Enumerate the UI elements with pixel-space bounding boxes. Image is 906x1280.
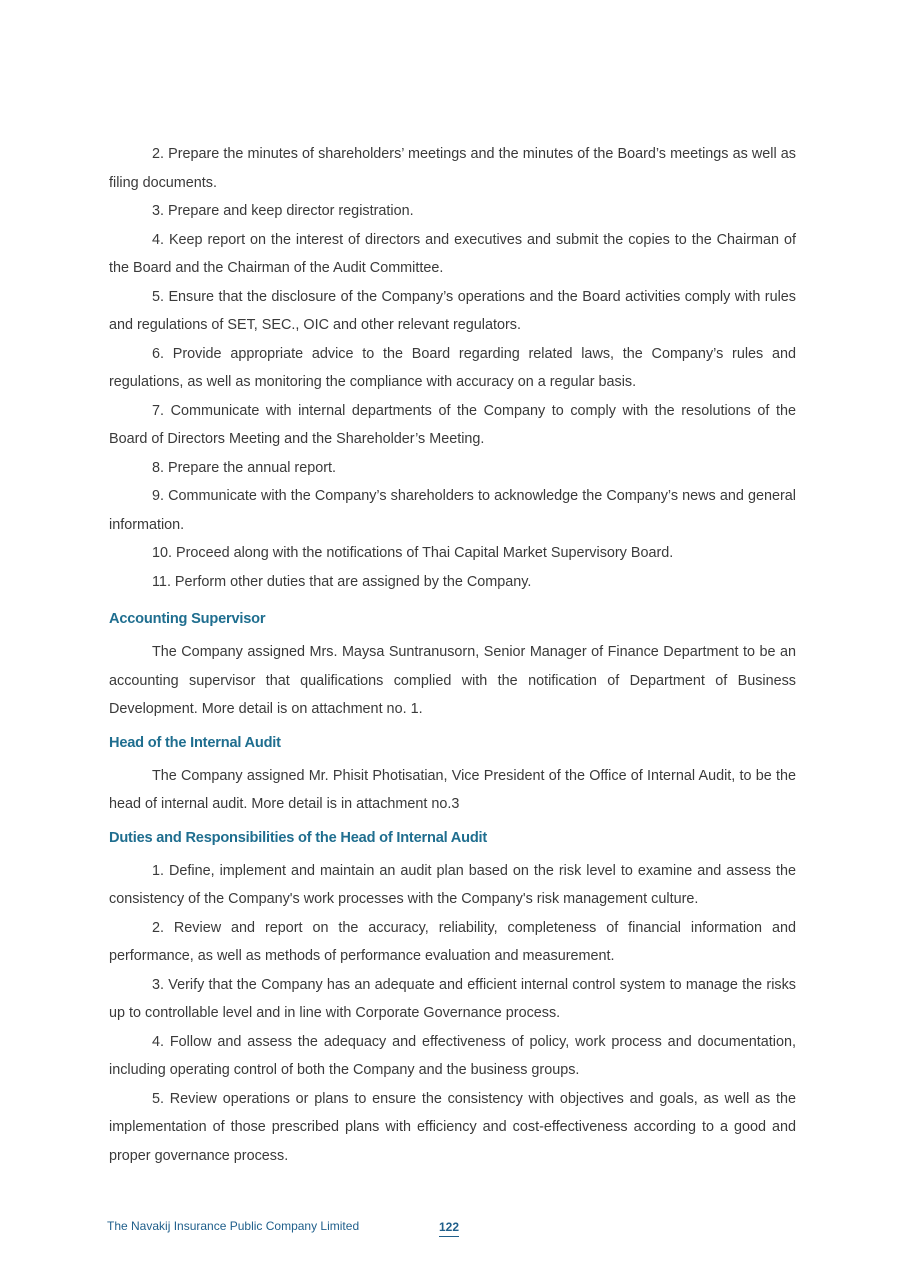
list-item: 11. Perform other duties that are assigned by the Company. xyxy=(152,573,532,590)
list-item: 10. Proceed along with the notifications of Thai Capital Market Supervisory Board. xyxy=(152,545,674,561)
footer-company-name: The Navakij Insurance Public Company Limited xyxy=(107,1219,360,1233)
secretary-duties-list xyxy=(109,140,796,596)
list-item: 5. Review operations or plans to ensure the consistency with objectives and goals, as well as the implementation of those prescribed plans with efficiency and cost-effectiveness according to a good and proper governance process. xyxy=(109,1090,796,1164)
audit-duties-heading: Duties and Responsibilities of the Head of Internal Audit xyxy=(109,829,488,846)
accounting-supervisor-heading: Accounting Supervisor xyxy=(109,611,266,627)
list-item: 2. Prepare the minutes of shareholders’ meetings and the minutes of the Board’s meetings as well as filing documents. xyxy=(109,146,796,191)
list-item: 4. Follow and assess the adequacy and effectiveness of policy, work process and documentation, including operating control of both the Company and the business groups. xyxy=(109,1033,796,1078)
list-item: 6. Provide appropriate advice to the Board regarding related laws, the Company’s rules and regulations, as well as monitoring the compliance with accuracy on a regular basis. xyxy=(109,345,796,390)
list-item: 8. Prepare the annual report. xyxy=(152,459,337,476)
list-item: 5. Ensure that the disclosure of the Company’s operations and the Board activities comply with rules and regulations of SET, SEC., OIC and other relevant regulators. xyxy=(109,288,796,333)
list-item: 4. Keep report on the interest of directors and executives and submit the copies to the Chairman of the Board and the Chairman of the Audit Committee. xyxy=(109,231,796,276)
head-internal-audit-text: The Company assigned Mr. Phisit Photisatian, Vice President of the Office of Internal Audit, to be the head of internal audit. More detail is in attachment no.3 xyxy=(109,767,796,812)
list-item: 3. Prepare and keep director registration. xyxy=(152,203,414,219)
page-number: 122 xyxy=(439,1219,459,1237)
audit-duties-list xyxy=(109,857,796,1171)
list-item: 7. Communicate with internal departments of the Company to comply with the resolutions of the Board of Directors Meeting and the Shareholder’s Meeting. xyxy=(109,402,796,447)
list-item: 2. Review and report on the accuracy, reliability, completeness of financial information and performance, as well as methods of performance evaluation and measurement. xyxy=(109,919,796,964)
list-item: 3. Verify that the Company has an adequate and efficient internal control system to manage the risks up to controllable level and in line with Corporate Governance process. xyxy=(109,976,796,1021)
accounting-supervisor-text: The Company assigned Mrs. Maysa Suntranusorn, Senior Manager of Finance Department to be an accounting supervisor that qualifications complied with the notification of Department of Business Development. More detail is on attachment no. 1. xyxy=(109,644,796,717)
head-internal-audit-heading: Head of the Internal Audit xyxy=(109,734,281,751)
list-item: 1. Define, implement and maintain an audit plan based on the risk level to examine and assess the consistency of the Company's work processes with the Company's risk management culture. xyxy=(109,862,796,907)
list-item: 9. Communicate with the Company’s shareholders to acknowledge the Company’s news and general information. xyxy=(109,488,796,533)
page-content xyxy=(109,140,796,1170)
